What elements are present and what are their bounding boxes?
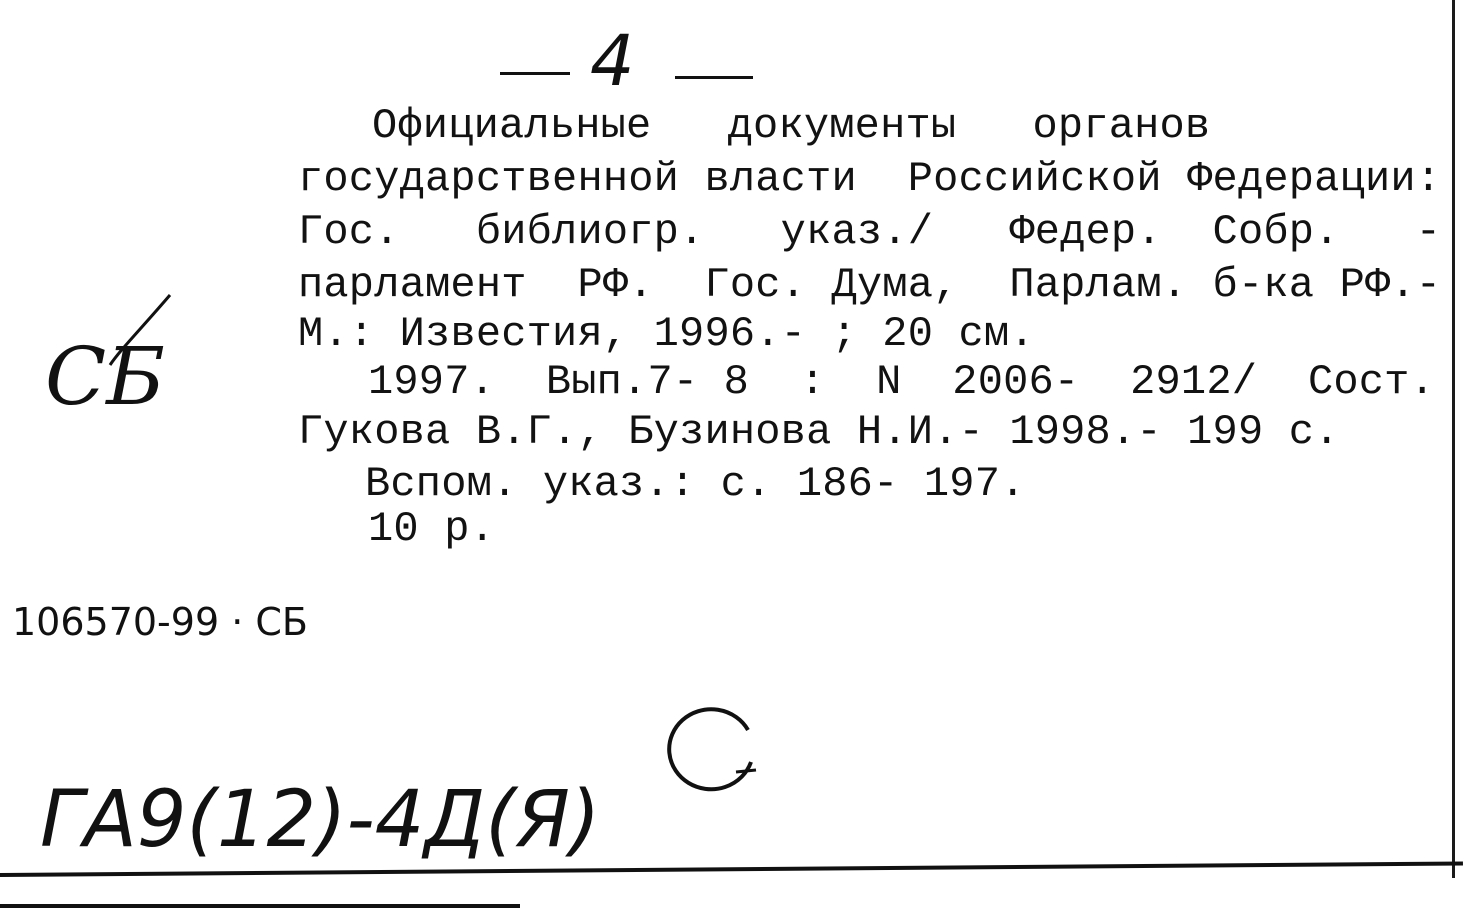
page-number-value: 4 — [590, 20, 635, 102]
margin-mark-text: СБ — [45, 330, 165, 423]
entry-line-1: Официальные документы органов — [372, 102, 1211, 150]
entry-line-5: М.: Известия, 1996.- ; 20 см. — [298, 310, 1035, 358]
shelfmark-handwritten: ГА9(12)-4Д(Я) — [40, 775, 601, 865]
page-number — [490, 20, 770, 100]
page-number-dash-right — [675, 76, 753, 79]
entry-line-9: 10 р. — [368, 505, 496, 553]
entry-line-3: Гос. библиогр. указ./ Федер. Собр. - — [298, 208, 1442, 256]
entry-line-8: Вспом. указ.: с. 186- 197. — [365, 460, 1026, 508]
card-right-edge — [1452, 0, 1455, 878]
page-number-dash-left — [500, 72, 570, 75]
card-bottom-edge-shadow — [0, 904, 520, 908]
entry-line-4: парламент РФ. Гос. Дума, Парлам. б-ка РФ.- — [298, 261, 1442, 309]
circle-stamp — [666, 700, 766, 800]
entry-line-6: 1997. Вып.7- 8 : N 2006- 2912/ Сост. — [368, 358, 1435, 406]
entry-line-7: Гукова В.Г., Бузинова Н.И.- 1998.- 199 с. — [298, 408, 1340, 456]
inventory-number: 106570-99 · СБ — [12, 600, 308, 644]
entry-line-2: государственной власти Российской Федерации: — [298, 155, 1442, 203]
